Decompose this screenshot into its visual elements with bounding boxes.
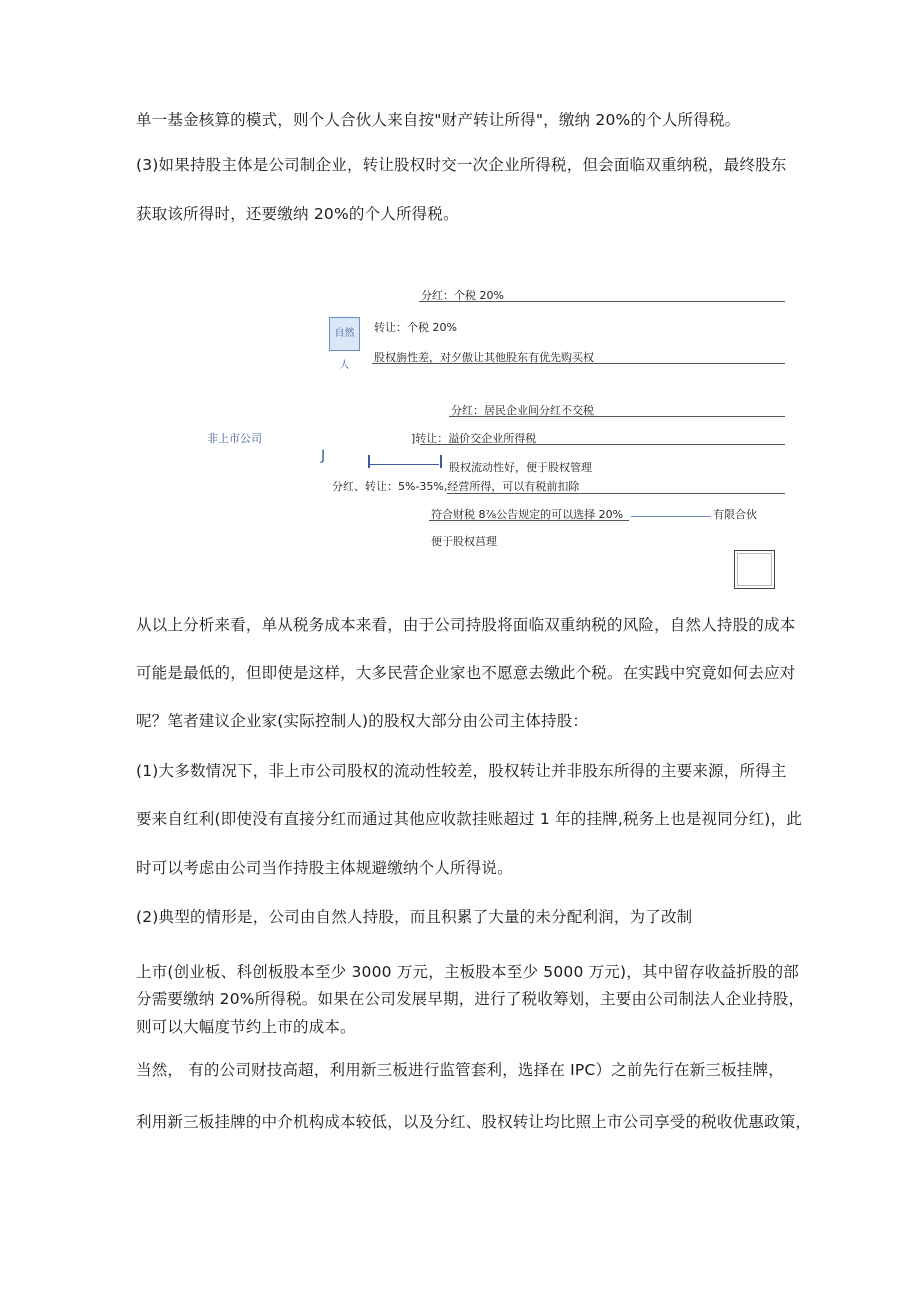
paragraph-line: 从以上分析来看，单从税务成本来看，由于公司持股将面临双重纳税的风险，自然人持股的成本 bbox=[136, 616, 796, 634]
paragraph-line: 利用新三板挂牌的中介机构成本较低，以及分红、股权转让均比照上市公司享受的税收优惠政策， bbox=[136, 1113, 812, 1131]
divider-line bbox=[419, 301, 785, 302]
company-dividend-label: 分红：居民企业间分红不交税 bbox=[451, 404, 594, 417]
divider-line bbox=[429, 520, 629, 521]
divider-line bbox=[372, 363, 785, 364]
paragraph-line: (2)典型的情形是，公司由自然人持股，而且积累了大量的未分配利润，为了改制 bbox=[136, 908, 693, 926]
company-liquidity-label: 股权流动性好，便于股权管理 bbox=[449, 461, 592, 474]
paragraph-line: 则可以大幅度节约上市的成本。 bbox=[136, 1018, 356, 1036]
partnership-policy-label: 符合财税 8⅞公告规定的可以选择 20% bbox=[431, 508, 624, 521]
bracket-mark: J bbox=[321, 448, 326, 464]
paragraph-line: 单一基金核算的模式，则个人合伙人来自按"财产转让所得"，缴纳 20%的个人所得税。 bbox=[136, 111, 741, 129]
divider-line bbox=[631, 516, 711, 517]
ziran-box: 自然人 bbox=[329, 317, 360, 351]
partnership-manage-label: 便于股权莒理 bbox=[431, 535, 497, 548]
connector-left bbox=[368, 455, 370, 468]
partnership-tax-label: 分红、转让：5%-35%,经营所得，可以有税前扣除 bbox=[332, 480, 580, 493]
ziran-transfer-label: 转让：个税 20% bbox=[374, 321, 457, 334]
connector-line bbox=[369, 464, 439, 465]
paragraph-line: 时可以考虑由公司当作持股主体规避缴纳个人所得说。 bbox=[136, 859, 513, 877]
divider-line bbox=[447, 493, 785, 494]
empty-box bbox=[734, 550, 775, 589]
paragraph-line: 可能是最低的，但即使是这样，大多民营企业家也不愿意去缴此个税。在实践中究竟如何去应对 bbox=[136, 664, 796, 682]
connector-right bbox=[440, 455, 442, 468]
paragraph-line: 上市(创业板、科创板股本至少 3000 万元，主板股本至少 5000 万元)，其中留存收益折股的部 bbox=[136, 963, 799, 981]
divider-line bbox=[449, 416, 785, 417]
paragraph-line: 分需要缴纳 20%所得税。如果在公司发展早期，进行了税收筹划，主要由公司制法人企业持股， bbox=[136, 990, 805, 1008]
paragraph-line: (1)大多数情况下，非上市公司股权的流动性较差，股权转让并非股东所得的主要来源，所得主 bbox=[136, 762, 787, 780]
company-transfer-label: ]转让：溢价交企业所得税 bbox=[411, 432, 537, 445]
paragraph-line: 获取该所得时，还要缴纳 20%的个人所得税。 bbox=[136, 205, 459, 223]
partnership-label: 有限合伙 bbox=[713, 508, 757, 521]
paragraph-line: (3)如果持股主体是公司制企业，转让股权时交一次企业所得税，但会面临双重纳税，最终股东 bbox=[136, 156, 787, 174]
company-label: 非上市公司 bbox=[207, 432, 262, 445]
ziran-liquidity-label: 股权旃性差，对夕傲让其他股东有优先购买权 bbox=[374, 351, 594, 364]
paragraph-line: 要来自红利(即使没有直接分红而通过其他应收款挂账超过 1 年的挂牌,税务上也是视同分红)，此 bbox=[136, 810, 802, 828]
paragraph-line: 当然， 有的公司财技高超，利用新三板进行监管套利，选择在 IPC）之前先行在新三板挂牌， bbox=[136, 1061, 784, 1079]
ziran-dividend-label: 分红：个税 20% bbox=[421, 289, 504, 302]
paragraph-line: 呢？笔者建议企业家(实际控制人)的股权大部分由公司主体持股： bbox=[136, 712, 589, 730]
divider-line bbox=[420, 444, 785, 445]
